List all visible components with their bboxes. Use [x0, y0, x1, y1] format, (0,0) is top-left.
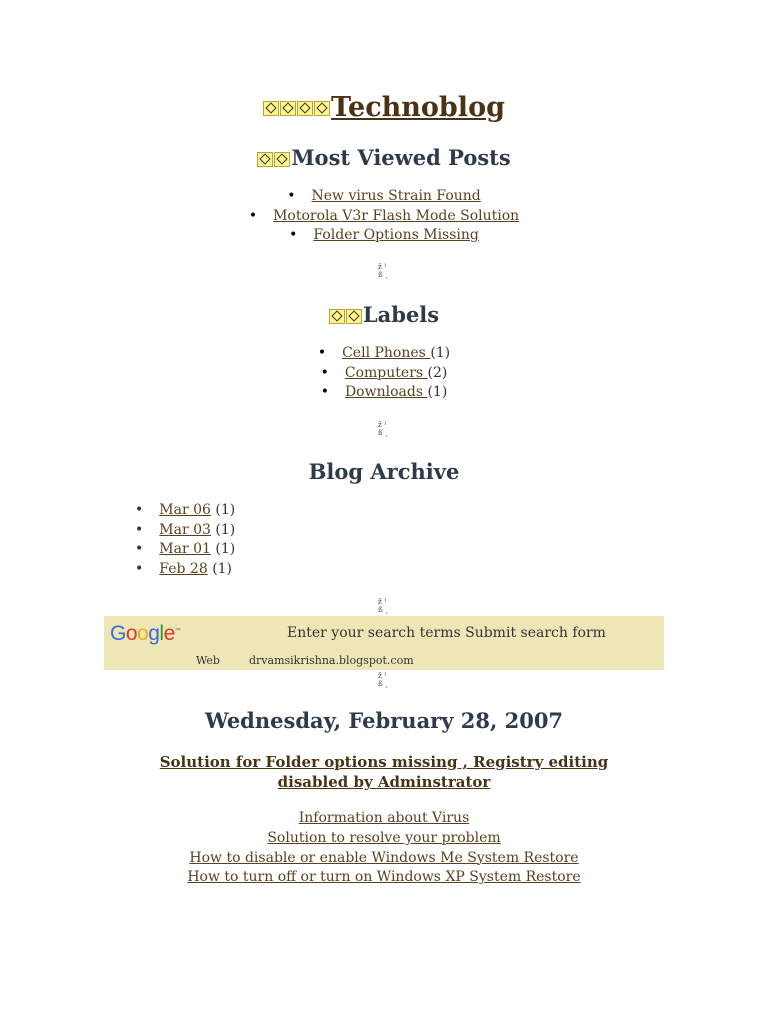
most-viewed-link[interactable]: Motorola V3r Flash Mode Solution	[273, 207, 520, 224]
post-link[interactable]: Information about Virus	[298, 810, 470, 826]
site-title-link[interactable]: Technoblog	[331, 92, 505, 123]
divider-icon: ž ¹ ß ¸	[378, 672, 389, 688]
archive-link[interactable]: Feb 28	[159, 560, 208, 577]
divider-icon: ž ¹ ß ¸	[378, 421, 389, 437]
list-item	[0, 207, 768, 227]
divider-icon: ž ¹ ß ¸	[378, 598, 389, 614]
glyph-icon	[274, 152, 290, 167]
site-title	[0, 92, 768, 123]
archive-heading: Blog Archive	[308, 459, 460, 484]
google-logo: Google™	[110, 622, 181, 645]
archive-link[interactable]: Mar 03	[159, 521, 211, 538]
most-viewed-link[interactable]: Folder Options Missing	[313, 227, 479, 244]
archive-link[interactable]: Mar 01	[159, 541, 211, 558]
label-count: (1)	[430, 345, 451, 361]
label-count: (2)	[427, 364, 448, 381]
list-item	[135, 501, 235, 521]
list-item	[0, 383, 768, 403]
most-viewed-list	[0, 187, 768, 246]
list-item	[0, 364, 768, 384]
labels-heading	[0, 302, 768, 327]
list-item	[135, 521, 235, 541]
archive-list	[135, 501, 235, 579]
post-link[interactable]: Solution to resolve your problem	[267, 829, 501, 846]
post-link[interactable]: How to disable or enable Windows Me System Restore	[189, 849, 579, 866]
archive-count: (1)	[215, 521, 236, 538]
list-item	[0, 344, 768, 364]
list-item	[135, 540, 235, 560]
label-link[interactable]: Cell Phones	[342, 345, 431, 361]
search-input[interactable]: Enter your search terms Submit search form	[287, 625, 606, 641]
post-title-link[interactable]: Solution for Folder options missing , Registry editing disabled by Adminstrator	[159, 753, 609, 791]
search-option-web[interactable]: Web	[196, 654, 220, 667]
labels-title: Labels	[362, 302, 440, 327]
glyph-icon	[280, 101, 296, 116]
glyph-icon	[314, 101, 330, 116]
most-viewed-link[interactable]: New virus Strain Found	[311, 188, 481, 204]
list-item	[0, 187, 768, 207]
post-links	[0, 809, 768, 888]
archive-count: (1)	[212, 560, 233, 577]
label-count: (1)	[427, 384, 448, 401]
divider-icon: ž ¹ ß ¸	[378, 263, 389, 279]
glyph-icon	[297, 101, 313, 116]
glyph-icon	[346, 309, 362, 324]
label-link[interactable]: Computers	[344, 364, 428, 381]
most-viewed-heading	[0, 145, 768, 170]
archive-count: (1)	[215, 541, 236, 558]
labels-list	[0, 344, 768, 403]
glyph-icon	[263, 101, 279, 116]
post-title	[140, 752, 628, 792]
archive-link[interactable]: Mar 06	[159, 502, 211, 518]
date-header: Wednesday, February 28, 2007	[204, 708, 564, 733]
archive-count: (1)	[215, 502, 236, 518]
post-link[interactable]: How to turn off or turn on Windows XP System Restore	[187, 869, 581, 886]
search-box	[104, 616, 664, 670]
label-link[interactable]: Downloads	[344, 384, 428, 401]
glyph-icon	[329, 309, 345, 324]
list-item	[135, 560, 235, 580]
list-item	[0, 226, 768, 246]
glyph-icon	[257, 152, 273, 167]
most-viewed-title: Most Viewed Posts	[291, 145, 511, 170]
search-option-site[interactable]: drvamsikrishna.blogspot.com	[249, 654, 414, 667]
